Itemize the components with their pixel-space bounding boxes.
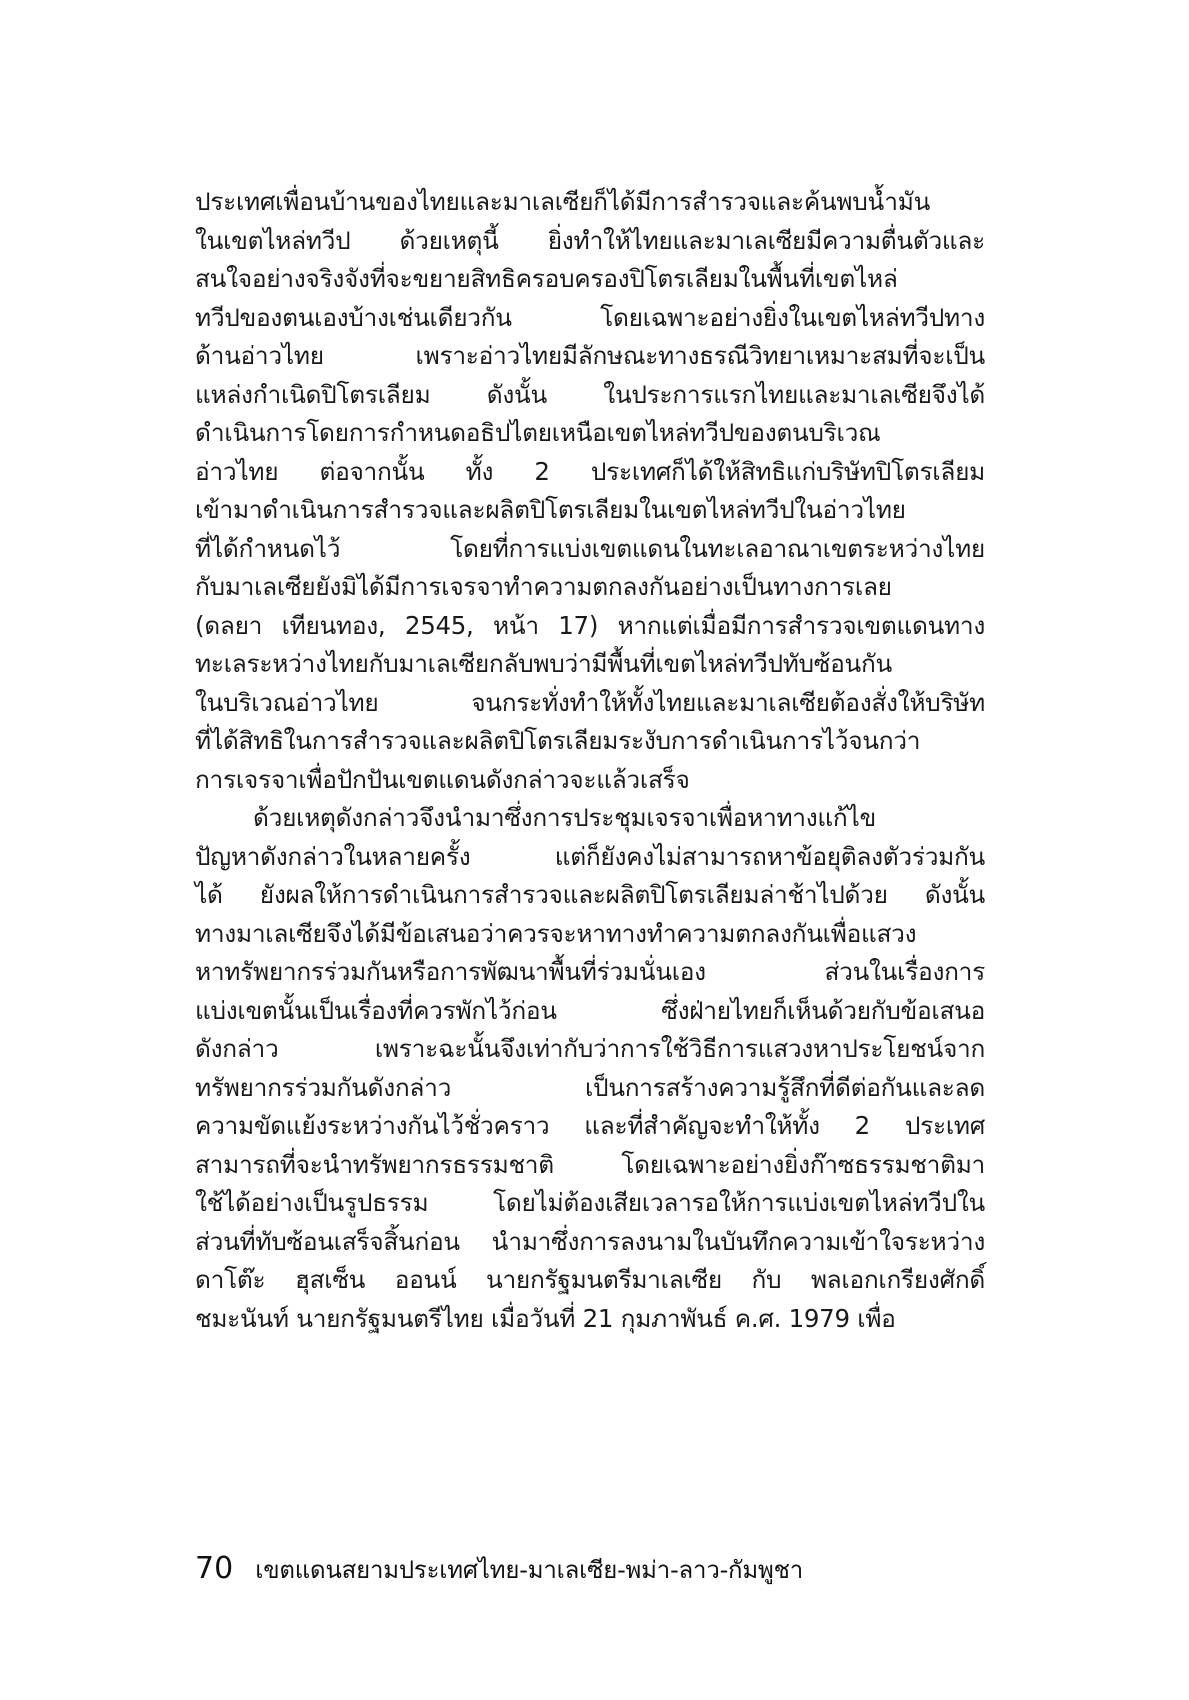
text-line: ที่ได้กำหนดไว้ โดยที่การแบ่งเขตแดนในทะเลอาณาเขตระหว่างไทย (195, 533, 985, 563)
page-footer (195, 1550, 803, 1589)
text-line: ในบริเวณอ่าวไทย จนกระทั่งทำให้ทั้งไทยและมาเลเซียต้องสั่งให้บริษัท (195, 687, 985, 717)
page-number: 70 (195, 1551, 234, 1586)
text-line: ดำเนินการโดยการกำหนดอธิปไตยเหนือเขตไหล่ทวีปของตนบริเวณ (195, 418, 881, 447)
paragraph (195, 799, 985, 1338)
text-line: ชมะนันท์ นายกรัฐมนตรีไทย เมื่อวันที่ 21 กุมภาพันธ์ ค.ศ. 1979 เพื่อ (195, 1303, 896, 1333)
text-line: ทรัพยากรร่วมกันดังกล่าว เป็นการสร้างความรู้สึกที่ดีต่อกันและลด (195, 1072, 985, 1102)
text-line: ดาโต๊ะ ฮุสเซ็น ออนน์ นายกรัฐมนตรีมาเลเซีย กับ พลเอกเกรียงศักดิ์ (195, 1265, 985, 1294)
text-line: (ดลยา เทียนทอง, 2545, หน้า 17) หากแต่เมื่อมีการสำรวจเขตแดนทาง (195, 610, 985, 640)
text-line: การเจรจาเพื่อปักปันเขตแดนดังกล่าวจะแล้วเสร็จ (195, 764, 690, 794)
text-line: ได้ ยังผลให้การดำเนินการสำรวจและผลิตปิโตรเลียมล่าช้าไปด้วย ดังนั้น (195, 880, 985, 909)
text-line: ทวีปของตนเองบ้างเช่นเดียวกัน โดยเฉพาะอย่างยิ่งในเขตไหล่ทวีปทาง (195, 302, 985, 332)
paragraph (195, 183, 985, 799)
text-line: ทะเลระหว่างไทยกับมาเลเซียกลับพบว่ามีพื้นที่เขตไหล่ทวีปทับซ้อนกัน (195, 649, 892, 678)
text-line: ดังกล่าว เพราะฉะนั้นจึงเท่ากับว่าการใช้วิธีการแสวงหาประโยชน์จาก (195, 1034, 985, 1063)
text-line: ที่ได้สิทธิในการสำรวจและผลิตปิโตรเลียมระงับการดำเนินการไว้จนกว่า (195, 726, 921, 755)
text-line: ด้านอ่าวไทย เพราะอ่าวไทยมีลักษณะทางธรณีวิทยาเหมาะสมที่จะเป็น (195, 341, 985, 370)
text-line: ในเขตไหล่ทวีป ด้วยเหตุนี้ ยิ่งทำให้ไทยและมาเลเซียมีความตื่นตัวและ (195, 225, 985, 255)
text-line: หาทรัพยากรร่วมกันหรือการพัฒนาพื้นที่ร่วมนั่นเอง ส่วนในเรื่องการ (195, 957, 985, 986)
text-line: ปัญหาดังกล่าวในหลายครั้ง แต่ก็ยังคงไม่สามารถหาข้อยุติลงตัวร่วมกัน (195, 841, 985, 871)
text-line: แหล่งกำเนิดปิโตรเลียม ดังนั้น ในประการแรกไทยและมาเลเซียจึงได้ (195, 379, 985, 409)
body-text (195, 183, 985, 1338)
text-line: แบ่งเขตนั้นเป็นเรื่องที่ควรพักไว้ก่อน ซึ่งฝ่ายไทยก็เห็นด้วยกับข้อเสนอ (195, 995, 985, 1025)
text-line: เข้ามาดำเนินการสำรวจและผลิตปิโตรเลียมในเขตไหล่ทวีปในอ่าวไทย (195, 495, 906, 524)
text-line: ทางมาเลเซียจึงได้มีข้อเสนอว่าควรจะหาทางทำความตกลงกันเพื่อแสวง (195, 918, 917, 948)
text-line: ความขัดแย้งระหว่างกันไว้ชั่วคราว และที่สำคัญจะทำให้ทั้ง 2 ประเทศ (195, 1111, 985, 1140)
text-line: ประเทศเพื่อนบ้านของไทยและมาเลเซียก็ได้มีการสำรวจและค้นพบน้ำมัน (195, 187, 931, 216)
text-line: กับมาเลเซียยังมิได้มีการเจรจาทำความตกลงกันอย่างเป็นทางการเลย (195, 572, 892, 601)
text-line: อ่าวไทย ต่อจากนั้น ทั้ง 2 ประเทศก็ได้ให้สิทธิแก่บริษัทปิโตรเลียม (195, 456, 985, 486)
text-line: ส่วนที่ทับซ้อนเสร็จสิ้นก่อน นำมาซึ่งการลงนามในบันทึกความเข้าใจระหว่าง (195, 1226, 985, 1256)
text-line: สามารถที่จะนำทรัพยากรธรรมชาติ โดยเฉพาะอย่างยิ่งก๊าซธรรมชาติมา (195, 1149, 985, 1179)
text-line: สนใจอย่างจริงจังที่จะขยายสิทธิครอบครองปิโตรเลียมในพื้นที่เขตไหล่ (195, 264, 898, 293)
text-line: ด้วยเหตุดังกล่าวจึงนำมาซึ่งการประชุมเจรจาเพื่อหาทางแก้ไข (253, 803, 876, 832)
running-title: เขตแดนสยามประเทศไทย-มาเลเซีย-พม่า-ลาว-กัมพูชา (255, 1556, 803, 1584)
text-line: ใช้ได้อย่างเป็นรูปธรรม โดยไม่ต้องเสียเวลารอให้การแบ่งเขตไหล่ทวีปใน (195, 1188, 985, 1217)
